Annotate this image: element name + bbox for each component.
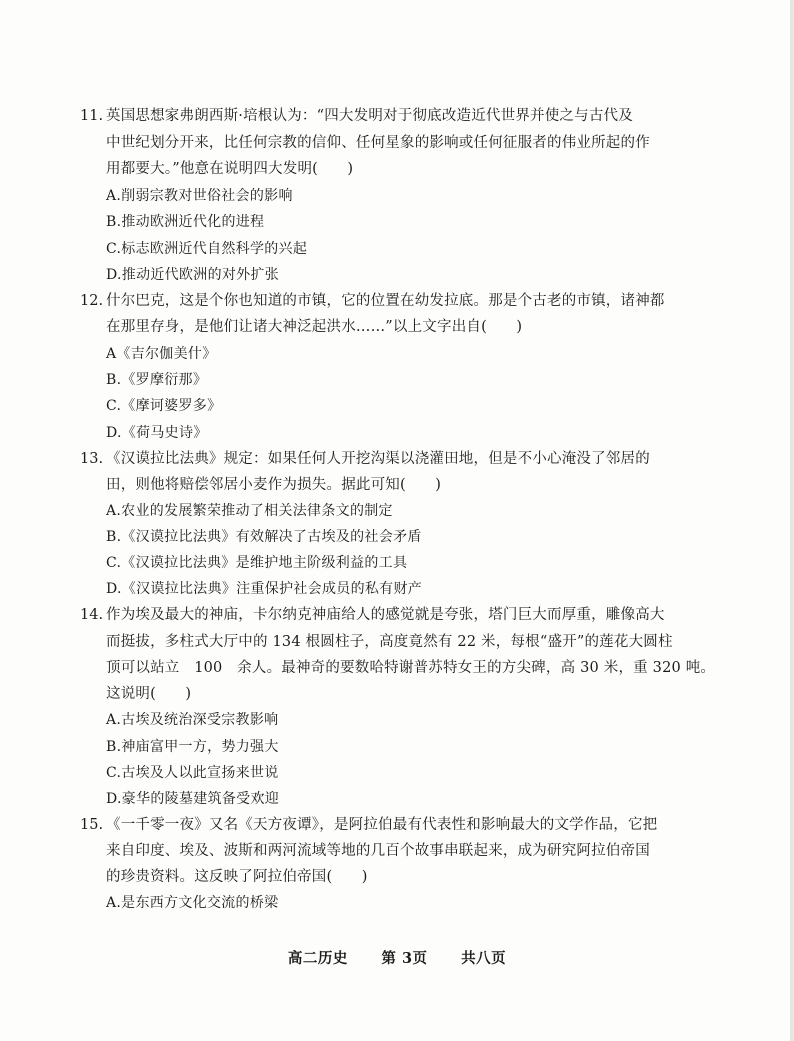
footer-page-number: 第 3页 bbox=[381, 950, 428, 967]
question-stem-line: 顶可以站立 100 余人。最神奇的要数哈特谢普苏特女王的方尖碑，高 30 米，重 320 吨。 bbox=[106, 660, 716, 676]
option-a: A.是东西方文化交流的桥梁 bbox=[106, 895, 279, 911]
question-stem-line: 而挺拔，多柱式大厅中的 134 根圆柱子，高度竟然有 22 米，每根“盛开”的莲花大圆柱 bbox=[106, 634, 673, 650]
question-stem-line: 用都要大。”他意在说明四大发明( ) bbox=[106, 161, 354, 177]
option-a: A.农业的发展繁荣推动了相关法律条文的制定 bbox=[106, 503, 393, 519]
question-stem-line: 英国思想家弗朗西斯·培根认为：“四大发明对于彻底改造近代世界并使之与古代及 bbox=[106, 108, 633, 124]
option-a: A.古埃及统治深受宗教影响 bbox=[106, 712, 279, 728]
option-b: B.神庙富甲一方，势力强大 bbox=[106, 739, 279, 755]
footer-total-pages: 共八页 bbox=[461, 950, 507, 967]
question-number: 14. bbox=[80, 607, 104, 623]
question-stem-line: 田，则他将赔偿邻居小麦作为损失。据此可知( ) bbox=[106, 477, 442, 493]
question-stem-line: 作为埃及最大的神庙，卡尔纳克神庙给人的感觉就是夸张，塔门巨大而厚重，雕像高大 bbox=[106, 607, 665, 623]
option-d: D.《荷马史诗》 bbox=[106, 425, 208, 441]
scan-edge bbox=[790, 0, 794, 1041]
question-number: 13. bbox=[80, 451, 104, 467]
option-b: B.《罗摩衍那》 bbox=[106, 372, 208, 388]
option-d: D.推动近代欧洲的对外扩张 bbox=[106, 267, 280, 283]
footer-subject: 高二历史 bbox=[287, 950, 348, 967]
question-stem-line: 来自印度、埃及、波斯和两河流域等地的几百个故事串联起来，成为研究阿拉伯帝国 bbox=[106, 843, 650, 859]
page-footer bbox=[0, 947, 794, 968]
option-a: A.削弱宗教对世俗社会的影响 bbox=[106, 188, 293, 204]
option-b: B.推动欧洲近代化的进程 bbox=[106, 214, 265, 230]
question-stem-line: 什尔巴克，这是个你也知道的市镇，它的位置在幼发拉底。那是个古老的市镇，诸神都 bbox=[106, 293, 665, 309]
question-number: 11. bbox=[80, 108, 104, 124]
question-stem-line: 这说明( ) bbox=[106, 686, 192, 702]
question-stem-line: 《一千零一夜》又名《天方夜谭》，是阿拉伯最有代表性和影响最大的文学作品，它把 bbox=[106, 817, 658, 833]
question-stem-line: 在那里存身，是他们让诸大神泛起洪水……”以上文字出自( ) bbox=[106, 319, 523, 335]
question-number: 12. bbox=[80, 293, 104, 309]
option-c: C.古埃及人以此宣扬来世说 bbox=[106, 765, 279, 781]
option-c: C.《摩诃婆罗多》 bbox=[106, 398, 222, 414]
option-b: B.《汉谟拉比法典》有效解决了古埃及的社会矛盾 bbox=[106, 529, 422, 545]
question-number: 15. bbox=[80, 817, 104, 833]
option-d: D.《汉谟拉比法典》注重保护社会成员的私有财产 bbox=[106, 581, 423, 597]
option-d: D.豪华的陵墓建筑备受欢迎 bbox=[106, 791, 280, 807]
question-stem-line: 中世纪划分开来，比任何宗教的信仰、任何星象的影响或任何征服者的伟业所起的作 bbox=[106, 135, 650, 151]
option-c: C.《汉谟拉比法典》是维护地主阶级利益的工具 bbox=[106, 555, 408, 571]
question-stem-line: 的珍贵资料。这反映了阿拉伯帝国( ) bbox=[106, 869, 368, 885]
question-stem-line: 《汉谟拉比法典》规定：如果任何人开挖沟渠以浇灌田地，但是不小心淹没了邻居的 bbox=[106, 451, 650, 467]
option-c: C.标志欧洲近代自然科学的兴起 bbox=[106, 241, 308, 257]
option-a: A《吉尔伽美什》 bbox=[106, 346, 217, 362]
